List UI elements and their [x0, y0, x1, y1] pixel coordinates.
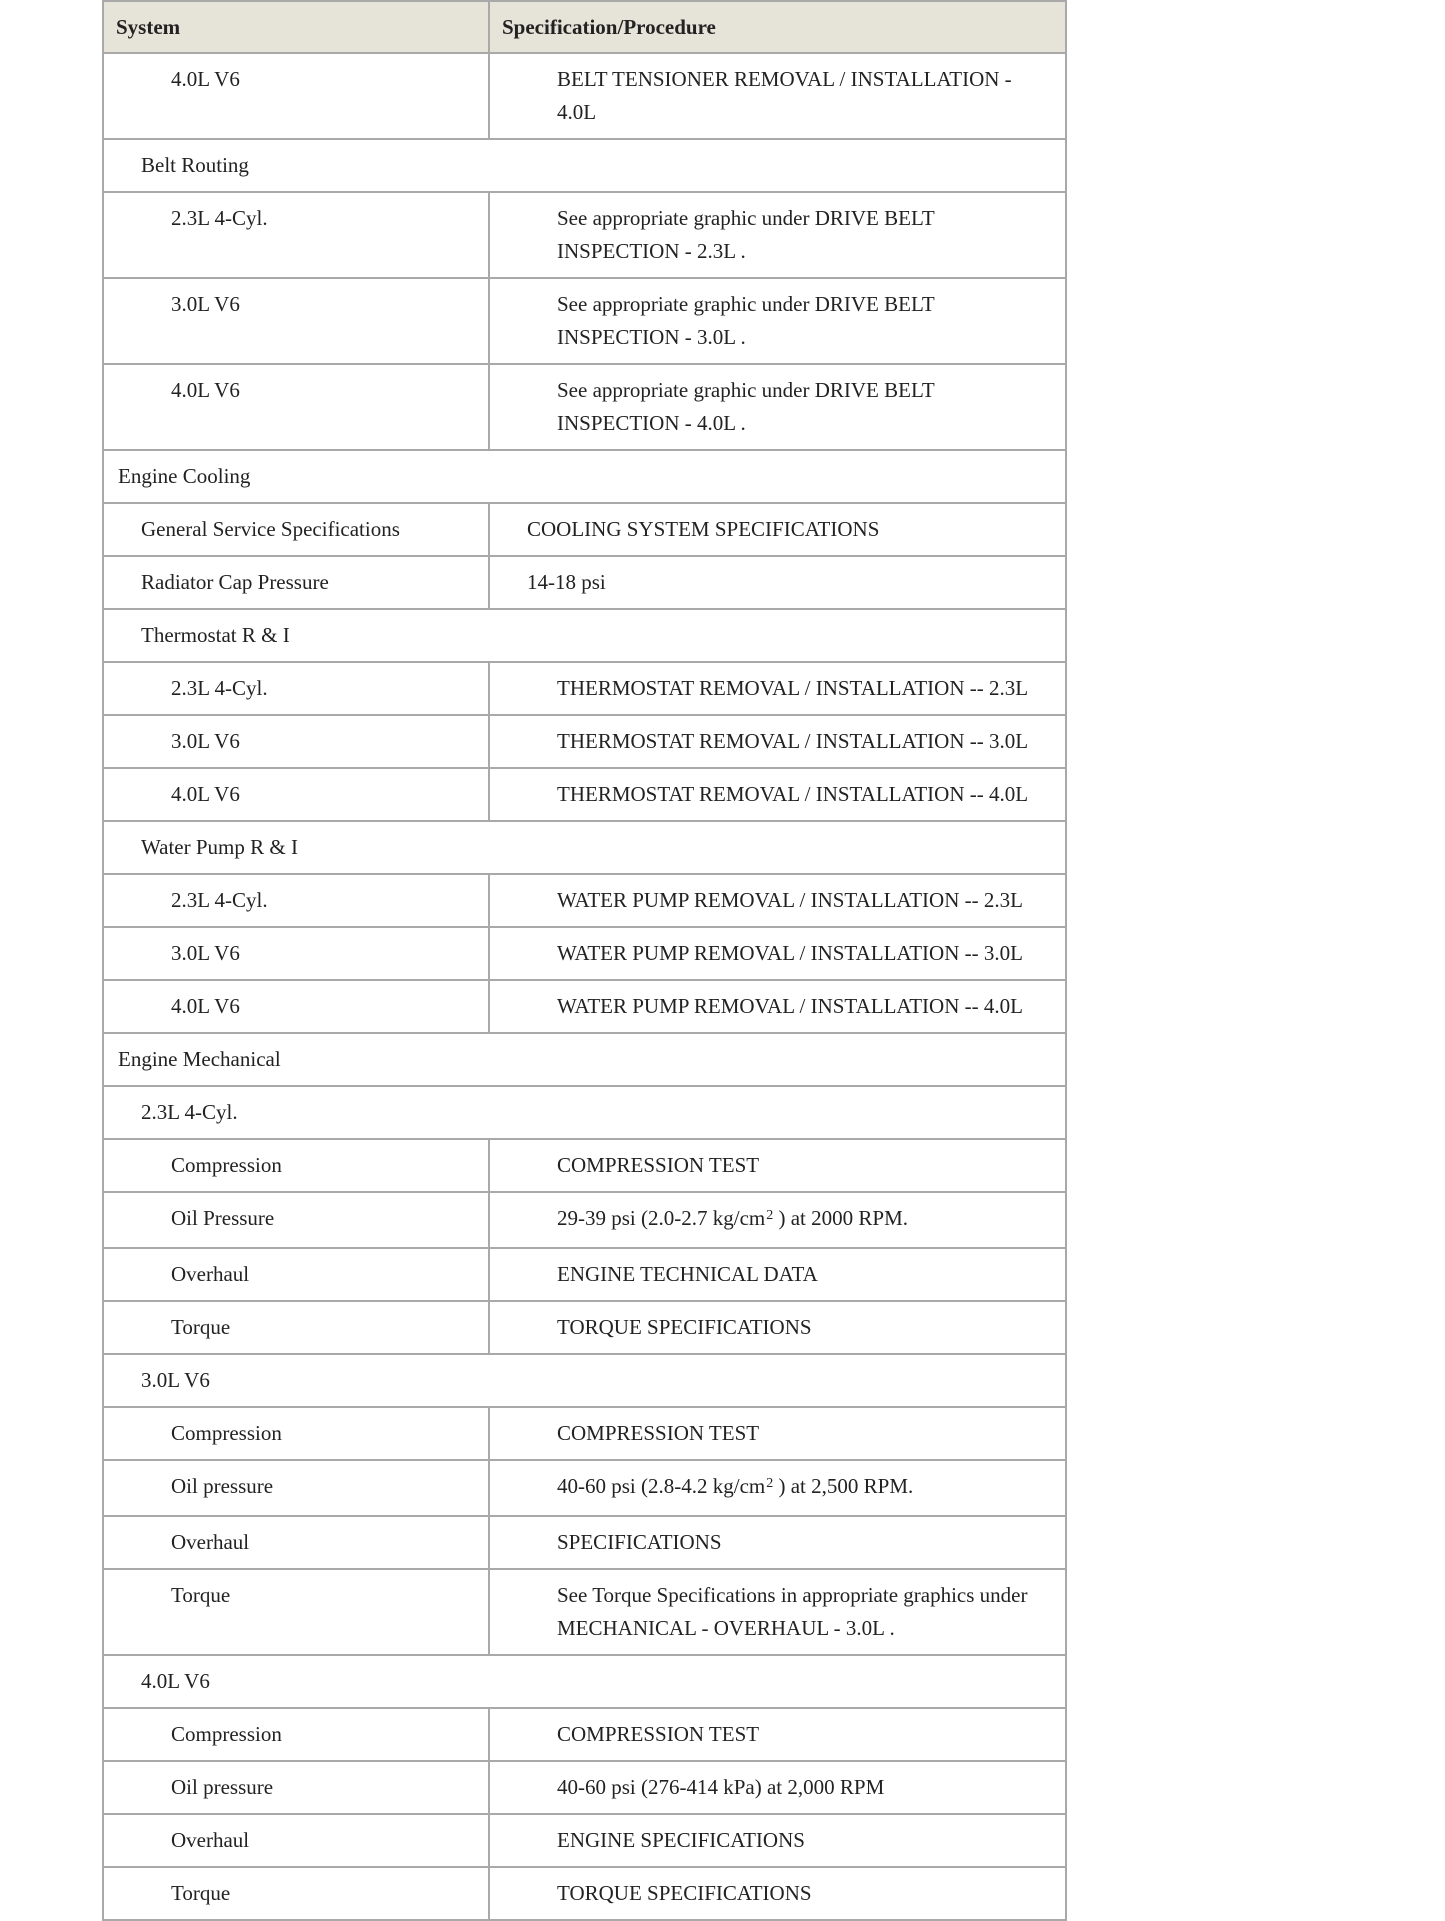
- section-row: [103, 1655, 1066, 1708]
- system-cell: Oil pressure: [103, 1761, 489, 1814]
- table-row: [103, 1460, 1066, 1516]
- section-heading: Engine Mechanical: [103, 1033, 1066, 1086]
- table-row: [103, 874, 1066, 927]
- system-cell: Radiator Cap Pressure: [103, 556, 489, 609]
- system-cell: Overhaul: [103, 1516, 489, 1569]
- specification-cell: THERMOSTAT REMOVAL / INSTALLATION -- 4.0L: [489, 768, 1066, 821]
- section-row: [103, 609, 1066, 662]
- table-row: [103, 1407, 1066, 1460]
- section-row: [103, 139, 1066, 192]
- specification-cell: [489, 1192, 1066, 1248]
- specification-cell: SPECIFICATIONS: [489, 1516, 1066, 1569]
- specification-cell: WATER PUMP REMOVAL / INSTALLATION -- 3.0L: [489, 927, 1066, 980]
- specification-cell: 14-18 psi: [489, 556, 1066, 609]
- specification-cell: COMPRESSION TEST: [489, 1407, 1066, 1460]
- table-row: [103, 278, 1066, 364]
- table-header-row: [103, 1, 1066, 53]
- spec-superscript: 2: [766, 1208, 774, 1223]
- specification-cell: TORQUE SPECIFICATIONS: [489, 1301, 1066, 1354]
- system-cell: Torque: [103, 1569, 489, 1655]
- system-cell: 3.0L V6: [103, 715, 489, 768]
- table-row: [103, 1569, 1066, 1655]
- system-cell: 2.3L 4-Cyl.: [103, 192, 489, 278]
- section-heading: Belt Routing: [103, 139, 1066, 192]
- specification-cell: ENGINE TECHNICAL DATA: [489, 1248, 1066, 1301]
- system-cell: 4.0L V6: [103, 768, 489, 821]
- table-row: [103, 1248, 1066, 1301]
- specification-cell: See appropriate graphic under DRIVE BELT INSPECTION - 3.0L .: [489, 278, 1066, 364]
- section-heading: 4.0L V6: [103, 1655, 1066, 1708]
- section-heading: Thermostat R & I: [103, 609, 1066, 662]
- header-system: System: [103, 1, 489, 53]
- spec-text: 40-60 psi (2.8-4.2 kg/cm: [557, 1474, 766, 1498]
- table-row: [103, 927, 1066, 980]
- system-cell: 2.3L 4-Cyl.: [103, 662, 489, 715]
- table-body: [103, 53, 1066, 1920]
- specification-cell: See appropriate graphic under DRIVE BELT INSPECTION - 2.3L .: [489, 192, 1066, 278]
- specification-cell: [489, 1460, 1066, 1516]
- specification-cell: WATER PUMP REMOVAL / INSTALLATION -- 2.3L: [489, 874, 1066, 927]
- specification-cell: WATER PUMP REMOVAL / INSTALLATION -- 4.0L: [489, 980, 1066, 1033]
- header-specification: Specification/Procedure: [489, 1, 1066, 53]
- spec-text: 29-39 psi (2.0-2.7 kg/cm: [557, 1206, 766, 1230]
- system-cell: Oil Pressure: [103, 1192, 489, 1248]
- system-cell: 4.0L V6: [103, 980, 489, 1033]
- system-cell: General Service Specifications: [103, 503, 489, 556]
- table-row: [103, 1867, 1066, 1920]
- section-heading: Engine Cooling: [103, 450, 1066, 503]
- table-row: [103, 503, 1066, 556]
- section-heading: Water Pump R & I: [103, 821, 1066, 874]
- table-row: [103, 1814, 1066, 1867]
- table-row: [103, 662, 1066, 715]
- table-row: [103, 1139, 1066, 1192]
- system-cell: 4.0L V6: [103, 53, 489, 139]
- section-heading: 3.0L V6: [103, 1354, 1066, 1407]
- specification-cell: See Torque Specifications in appropriate graphics under MECHANICAL - OVERHAUL - 3.0L .: [489, 1569, 1066, 1655]
- system-cell: Overhaul: [103, 1814, 489, 1867]
- specification-cell: See appropriate graphic under DRIVE BELT INSPECTION - 4.0L .: [489, 364, 1066, 450]
- section-row: [103, 1086, 1066, 1139]
- table-row: [103, 980, 1066, 1033]
- specification-cell: TORQUE SPECIFICATIONS: [489, 1867, 1066, 1920]
- table-row: [103, 192, 1066, 278]
- table-row: [103, 768, 1066, 821]
- table-row: [103, 1301, 1066, 1354]
- table-row: [103, 53, 1066, 139]
- table-row: [103, 715, 1066, 768]
- section-row: [103, 1033, 1066, 1086]
- table-row: [103, 1708, 1066, 1761]
- table-row: [103, 364, 1066, 450]
- system-cell: 3.0L V6: [103, 278, 489, 364]
- specification-cell: 40-60 psi (276-414 kPa) at 2,000 RPM: [489, 1761, 1066, 1814]
- specification-cell: BELT TENSIONER REMOVAL / INSTALLATION - 4.0L: [489, 53, 1066, 139]
- system-cell: Torque: [103, 1867, 489, 1920]
- table-row: [103, 1192, 1066, 1248]
- specification-cell: COMPRESSION TEST: [489, 1139, 1066, 1192]
- specification-cell: COMPRESSION TEST: [489, 1708, 1066, 1761]
- system-cell: Compression: [103, 1139, 489, 1192]
- system-cell: Compression: [103, 1708, 489, 1761]
- system-cell: 2.3L 4-Cyl.: [103, 874, 489, 927]
- specification-cell: THERMOSTAT REMOVAL / INSTALLATION -- 2.3L: [489, 662, 1066, 715]
- section-row: [103, 1354, 1066, 1407]
- spec-text-after: ) at 2,500 RPM.: [773, 1474, 914, 1498]
- system-cell: Torque: [103, 1301, 489, 1354]
- system-cell: 3.0L V6: [103, 927, 489, 980]
- section-heading: 2.3L 4-Cyl.: [103, 1086, 1066, 1139]
- specification-cell: THERMOSTAT REMOVAL / INSTALLATION -- 3.0L: [489, 715, 1066, 768]
- section-row: [103, 450, 1066, 503]
- table-row: [103, 1516, 1066, 1569]
- table-row: [103, 556, 1066, 609]
- specification-table: [102, 0, 1067, 1921]
- section-row: [103, 821, 1066, 874]
- system-cell: Compression: [103, 1407, 489, 1460]
- system-cell: 4.0L V6: [103, 364, 489, 450]
- system-cell: Oil pressure: [103, 1460, 489, 1516]
- specification-cell: COOLING SYSTEM SPECIFICATIONS: [489, 503, 1066, 556]
- specification-cell: ENGINE SPECIFICATIONS: [489, 1814, 1066, 1867]
- spec-superscript: 2: [766, 1476, 774, 1491]
- spec-text-after: ) at 2000 RPM.: [773, 1206, 908, 1230]
- table-row: [103, 1761, 1066, 1814]
- system-cell: Overhaul: [103, 1248, 489, 1301]
